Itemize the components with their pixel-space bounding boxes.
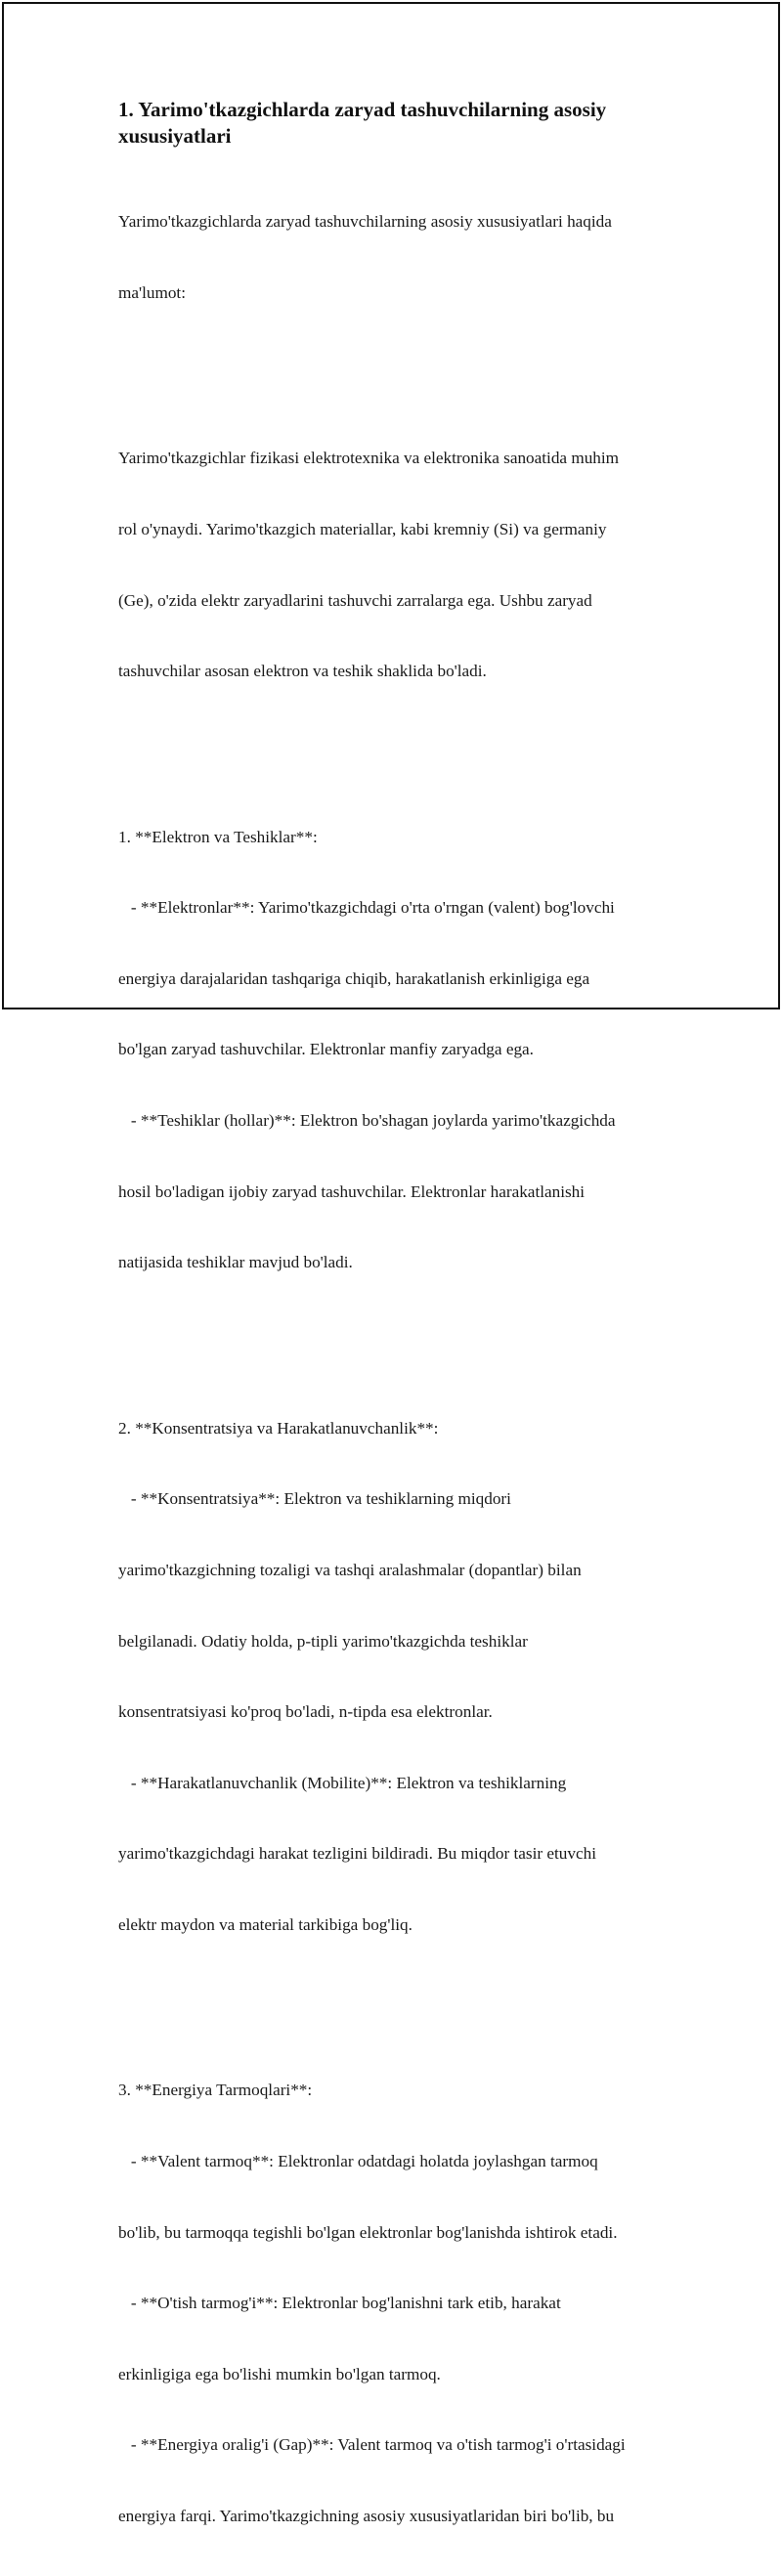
text-line: belgilanadi. Odatiy holda, p-tipli yarimo'tkazgichda teshiklar [118,1631,528,1651]
text-line: - **Teshiklar (hollar)**: Elektron bo'shagan joylarda yarimo'tkazgichda [118,1111,616,1131]
text-line: - **Valent tarmoq**: Elektronlar odatdagi holatda joylashgan tarmoq [118,2152,598,2170]
text-line: energiya darajalaridan tashqariga chiqib, harakatlanish erkinligiga ega [118,968,590,988]
text-line: - **Konsentratsiya**: Elektron va teshiklarning miqdori [118,1489,511,1509]
paragraph-spacer [118,1322,666,1346]
text-line: konsentratsiyasi ko'proq bo'ladi, n-tipda esa elektronlar. [118,1702,493,1722]
text-line: hosil bo'ladigan ijobiy zaryad tashuvchilar. Elektronlar harakatlanishi [118,1181,586,1201]
title-line: xususiyatlari [118,124,232,148]
title-line: 1. Yarimo'tkazgichlarda zaryad tashuvchilarning asosiy [118,98,607,121]
text-line: erkinligiga ega bo'lishi mumkin bo'lgan tarmoq. [118,2364,441,2383]
document-body [118,97,666,2576]
intro-paragraph [118,163,666,2576]
text-line: tashuvchilar asosan elektron va teshik shaklida bo'ladi. [118,662,487,681]
paragraph-spacer [118,353,666,376]
page-frame [2,2,780,2526]
text-line: bo'lib, bu tarmoqqa tegishli bo'lgan elektronlar bog'lanishda ishtirok etadi. [118,2222,618,2242]
text-line: rol o'ynaydi. Yarimo'tkazgich materiallar, kabi kremniy (Si) va germaniy [118,520,607,539]
text-line: - **Energiya oralig'i (Gap)**: Valent tarmoq va o'tish tarmog'i o'rtasidagi [118,2435,626,2455]
text-line: - **Harakatlanuvchanlik (Mobilite)**: Elektron va teshiklarning [118,1773,567,1792]
text-line: bo'lgan zaryad tashuvchilar. Elektronlar manfiy zaryadga ega. [118,1040,534,1059]
text-line: yarimo'tkazgichdagi harakat tezligini bildiradi. Bu miqdor tasir etuvchi [118,1844,596,1864]
document-title [118,97,666,150]
text-line: - **Elektronlar**: Yarimo'tkazgichdagi o'rta o'rngan (valent) bog'lovchi [118,898,615,918]
text-line: (Ge), o'zida elektr zaryadlarini tashuvchi zarralarga ega. Ushbu zaryad [118,590,592,610]
text-line: ma'lumot: [118,283,186,303]
text-line: energiya farqi. Yarimo'tkazgichning asosiy xususiyatlaridan biri bo'lib, bu [118,2507,615,2526]
section-heading: 2. **Konsentratsiya va Harakatlanuvchanlik**: [118,1418,439,1438]
paragraph-spacer [118,731,666,754]
text-line: Yarimo'tkazgichlar fizikasi elektrotexnika va elektronika sanoatida muhim [118,449,620,468]
section-heading: 1. **Elektron va Teshiklar**: [118,827,318,846]
paragraph-spacer [118,1985,666,2008]
text-line: yarimo'tkazgichning tozaligi va tashqi aralashmalar (dopantlar) bilan [118,1560,582,1579]
text-line: Yarimo'tkazgichlarda zaryad tashuvchilarning asosiy xususiyatlari haqida [118,212,612,232]
text-line: - **O'tish tarmog'i**: Elektronlar bog'lanishni tark etib, harakat [118,2294,561,2313]
text-line: elektr maydon va material tarkibiga bog'liq. [118,1914,413,1934]
section-heading: 3. **Energiya Tarmoqlari**: [118,2081,313,2100]
text-line: natijasida teshiklar mavjud bo'ladi. [118,1253,353,1272]
